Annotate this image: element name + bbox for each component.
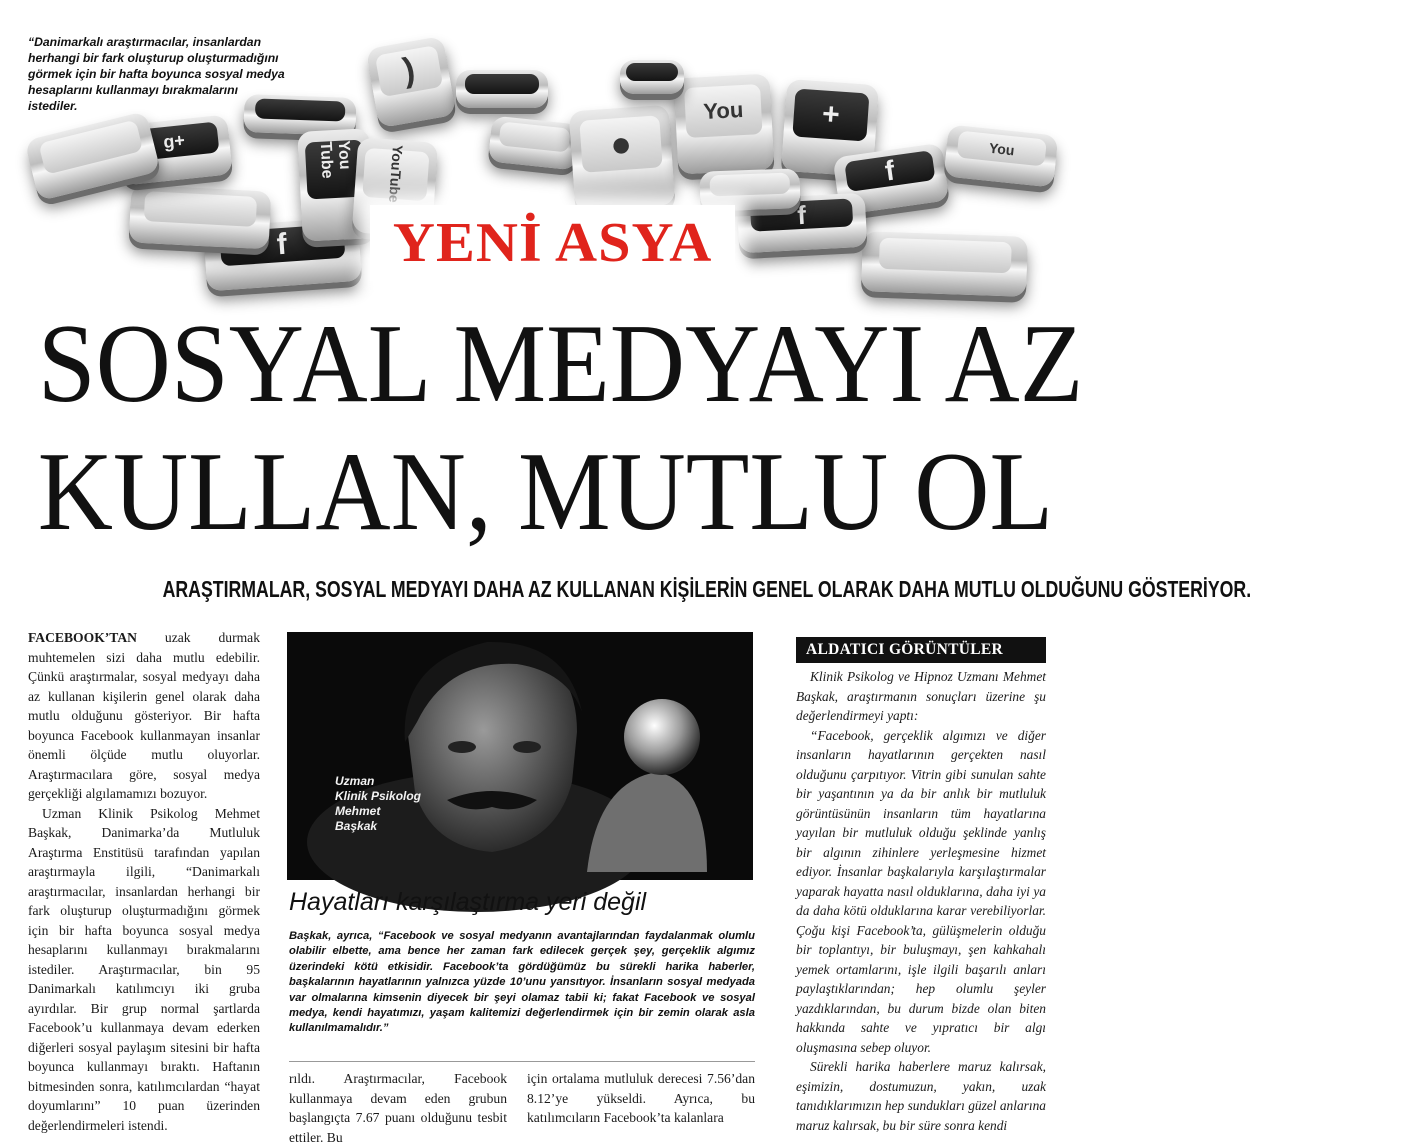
subheading: Hayatları karşılaştırma yeri değil <box>289 888 647 916</box>
divider <box>289 1061 755 1062</box>
portrait-photo <box>287 632 753 880</box>
article-column-2: rıldı. Araştırmacılar, Facebook kullanmaya devam eden grubun başlangıçta 7.67 puanı olduğunu tesbit ettiler. Bu <box>289 1071 507 1145</box>
portrait-illustration <box>287 632 753 880</box>
social-tile-icon <box>488 116 580 171</box>
social-tile-icon <box>456 70 548 108</box>
youtube-icon: You <box>944 124 1059 187</box>
social-tile-icon <box>620 60 684 94</box>
social-tile-icon <box>861 231 1028 297</box>
youtube-icon: You <box>674 74 775 175</box>
sidebar-column <box>796 667 1046 1135</box>
paragraph-2: Uzman Klinik Psikolog Mehmet Başkak, Danimarka’da Mutluluk Araştırma Enstitüsü tarafından yapılan araştırmayla ilgili, “Danimarkalı araştırmacılar, insanlardan herhangi bir fark oluşturup oluşturmadığını görmek için bir hafta boyunca sosyal medya hesaplarını kullanmayı bırakmalarını istediler. Araştırmacılar, bin 95 Danimarkalı katılımcıyı iki gruba ayırdılar. Bir grup normal şartlarda Facebook’u kullanmaya devam ederken diğerleri sosyal paylaşım sitesini bir hafta boyunca kullanmayı bıraktı. Haftanın bitmesinden sonra, katılımcılardan “hayat doyumlarını” 10 puan üzerinden değerlendirmeleri istendi. <box>28 805 260 1133</box>
logo-text: YENİ ASYA <box>392 212 713 274</box>
photo-caption: Uzman Klinik Psikolog Mehmet Başkak <box>335 774 422 833</box>
newspaper-logo <box>370 205 735 281</box>
lead-word: FACEBOOK’TAN <box>28 630 138 645</box>
hero-pull-quote: “Danimarkalı araştırmacılar, insanlardan herhangi bir fark oluşturup oluşturmadığını görmek için bir hafta boyunca sosyal medya hesaplarını kullanmayı bırakmalarını istediler. <box>28 35 285 113</box>
google-plus-icon: g+ <box>117 114 233 185</box>
quote-paragraph: Başkak, ayrıca, “Facebook ve sosyal medyanın avantajlarından faydalanmak olumlu olabilir elbette, ama bence her zaman fark edilecek gerçek şey, gerçeklik algımız üzerindeki kötü etkisidir. Facebook’ta gördüğümüz bu sürekli harika haberler, başkalarının hayatlarının yalnızca yüzde 10’unu yansıtıyor. İnsanların sosyal medyada var olmalarına kimsenin diyecek bir şeyi olamaz tabii ki; fakat Facebook ve sosyal medya, kendi hayatımızı, yaşam kalitemizi değerlendirmek için bir zemin olarak asla kullanılmamalıdır.” <box>289 930 755 1035</box>
headline <box>0 300 1084 556</box>
dek-text: ARAŞTIRMALAR, SOSYAL MEDYAYI DAHA AZ KULLANAN KİŞİLERİN GENEL OLARAK DAHA MUTLU OLDUĞUNU GÖSTERİYOR. <box>162 576 1252 602</box>
article-column-3: için ortalama mutluluk derecesi 7.56’dan 8.12’ye yükseldi. Ayrıca, bu katılımcıların Facebook’ta kalanlara <box>527 1071 755 1125</box>
sidebar-paragraph-2: “Facebook, gerçeklik algımızı ve diğer insanların hayatlarının gerçekten nasıl olduğunu çarpıtıyor. Vitrin gibi sunulan sahte bir yaşantının ya da bir anlık bir mutluluk görüntüsünün insanların tüm hayatlarına yayılan bir mutluluk olduğu şeklinde yanlış bir algının zihinlere yerleşmesine hizmet ediyor. İnsanlar başkalarıyla karşılaştırmalar yaparak hayatta nasıl olduklarına, daha iyi ya da daha kötü olduklarına karar verebiliyorlar. Çoğu kişi Facebook’ta, gülüşmelerin olduğu bir toplantıyı, bir buluşmayı, şen kahkahalı yemek ortamlarını, işle ilgili başarılı anları paylaştıklarından; hep olumlu şeyler yazdıklarından, bu durum bizde olan biten hakkında sahte ve yıpratıcı bir algı oluşmasına sebep oluyor. <box>796 727 1046 1055</box>
paragraph-1 <box>28 628 260 804</box>
sidebar-paragraph-3: Sürekli harika haberlere maruz kalırsak, eşimizin, dostumuzun, yakın, uzak tanıdıklarımızın hep sundukları güzel anlarına maruz kalırsak, bu bir süre sonra kendi <box>796 1059 1046 1133</box>
headline-line-1: SOSYAL MEDYAYI AZ <box>37 302 1084 426</box>
hero-collage <box>0 0 1078 300</box>
facebook-icon: f <box>832 143 949 216</box>
article-column-1 <box>28 628 260 1135</box>
twitter-bird-icon: ● <box>569 105 676 212</box>
delicious-icon: + <box>781 79 879 177</box>
headline-line-2: KULLAN, MUTLU OL <box>37 430 1054 554</box>
sidebar-paragraph-1: Klinik Psikolog ve Hipnoz Uzmanı Mehmet Başkak, araştırmanın sonuçları üzerine şu değerlendirmeyi yaptı: <box>796 669 1046 723</box>
rss-icon: ) <box>366 36 457 128</box>
facebook-icon: f <box>737 193 868 254</box>
paragraph-1-text: uzak durmak muhtemelen sizi daha mutlu edebilir. Çünkü araştırmalar, sosyal medyayı daha az kullanan kişilerin genel olarak daha mutlu olduğunu gösteriyor. Bir hafta boyunca Facebook kullanmayan insanlar önemli ölçüde mutlu oluyorlar. Araştırmacılara göre, sosyal medya gerçekliği algılamamızı bozuyor. <box>28 630 260 801</box>
sidebar-heading: ALDATICI GÖRÜNTÜLER <box>796 637 1046 663</box>
social-tile-icon <box>129 184 272 249</box>
youtube-icon: YouTube <box>352 137 438 237</box>
youtube-icon: You Tube <box>297 128 375 242</box>
dek <box>0 576 1252 603</box>
facebook-icon: f <box>203 217 362 292</box>
